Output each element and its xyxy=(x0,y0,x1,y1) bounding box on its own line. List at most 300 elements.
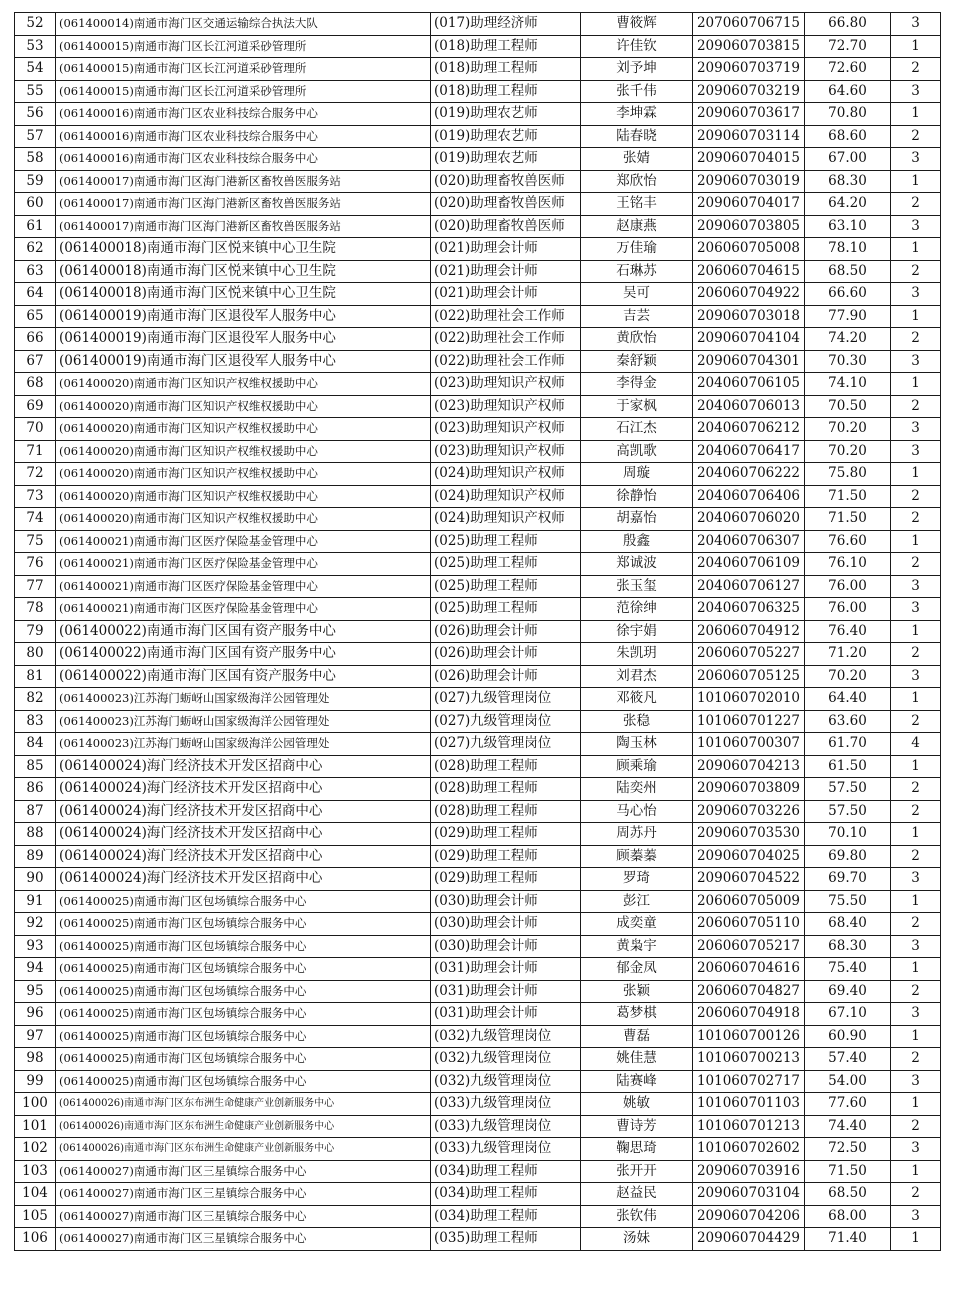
written-score-cell: 76.40 xyxy=(805,620,891,643)
candidate-name-cell: 顾乘瑜 xyxy=(581,755,693,778)
rank-cell: 1 xyxy=(891,463,941,486)
written-score-cell: 68.50 xyxy=(805,260,891,283)
admission-ticket-number-cell: 209060704213 xyxy=(693,755,805,778)
table-row xyxy=(15,620,941,643)
employer-unit-cell: (061400018)南通市海门区悦来镇中心卫生院 xyxy=(56,238,431,261)
employer-unit-cell: (061400018)南通市海门区悦来镇中心卫生院 xyxy=(56,260,431,283)
admission-ticket-number-cell: 101060701213 xyxy=(693,1115,805,1138)
candidate-name-cell: 曹磊 xyxy=(581,1025,693,1048)
row-number-cell: 66 xyxy=(15,328,56,351)
table-row xyxy=(15,350,941,373)
rank-cell: 3 xyxy=(891,283,941,306)
employer-unit-cell: (061400026)南通市海门区东布洲生命健康产业创新服务中心 xyxy=(56,1093,431,1116)
candidate-name-cell: 石江杰 xyxy=(581,418,693,441)
rank-cell: 1 xyxy=(891,170,941,193)
position-cell: (025)助理工程师 xyxy=(431,530,581,553)
position-cell: (033)九级管理岗位 xyxy=(431,1138,581,1161)
candidate-name-cell: 顾蓁蓁 xyxy=(581,845,693,868)
admission-ticket-number-cell: 209060704522 xyxy=(693,868,805,891)
employer-unit-cell: (061400015)南通市海门区长江河道采砂管理所 xyxy=(56,58,431,81)
row-number-cell: 57 xyxy=(15,125,56,148)
table-row xyxy=(15,845,941,868)
candidate-name-cell: 徐静怡 xyxy=(581,485,693,508)
admission-ticket-number-cell: 206060705110 xyxy=(693,913,805,936)
employer-unit-cell: (061400020)南通市海门区知识产权维权援助中心 xyxy=(56,463,431,486)
rank-cell: 2 xyxy=(891,643,941,666)
employer-unit-cell: (061400025)南通市海门区包场镇综合服务中心 xyxy=(56,958,431,981)
rank-cell: 2 xyxy=(891,710,941,733)
written-score-cell: 66.80 xyxy=(805,13,891,36)
written-score-cell: 71.50 xyxy=(805,1160,891,1183)
admission-ticket-number-cell: 204060706307 xyxy=(693,530,805,553)
table-row xyxy=(15,1205,941,1228)
position-cell: (029)助理工程师 xyxy=(431,823,581,846)
candidate-name-cell: 陆赛峰 xyxy=(581,1070,693,1093)
employer-unit-cell: (061400024)海门经济技术开发区招商中心 xyxy=(56,755,431,778)
position-cell: (026)助理会计师 xyxy=(431,665,581,688)
written-score-cell: 71.50 xyxy=(805,485,891,508)
admission-ticket-number-cell: 209060704206 xyxy=(693,1205,805,1228)
table-row xyxy=(15,80,941,103)
row-number-cell: 80 xyxy=(15,643,56,666)
written-score-cell: 54.00 xyxy=(805,1070,891,1093)
rank-cell: 3 xyxy=(891,1003,941,1026)
row-number-cell: 63 xyxy=(15,260,56,283)
table-row xyxy=(15,575,941,598)
position-cell: (019)助理农艺师 xyxy=(431,103,581,126)
candidate-name-cell: 葛梦棋 xyxy=(581,1003,693,1026)
employer-unit-cell: (061400027)南通市海门区三星镇综合服务中心 xyxy=(56,1160,431,1183)
table-row xyxy=(15,1048,941,1071)
row-number-cell: 58 xyxy=(15,148,56,171)
position-cell: (027)九级管理岗位 xyxy=(431,710,581,733)
candidate-name-cell: 于家枫 xyxy=(581,395,693,418)
candidate-name-cell: 罗琦 xyxy=(581,868,693,891)
written-score-cell: 70.50 xyxy=(805,395,891,418)
admission-ticket-number-cell: 101060700126 xyxy=(693,1025,805,1048)
employer-unit-cell: (061400025)南通市海门区包场镇综合服务中心 xyxy=(56,913,431,936)
row-number-cell: 72 xyxy=(15,463,56,486)
admission-ticket-number-cell: 209060703815 xyxy=(693,35,805,58)
candidate-name-cell: 张千伟 xyxy=(581,80,693,103)
candidate-name-cell: 曹诗芳 xyxy=(581,1115,693,1138)
admission-ticket-number-cell: 101060702717 xyxy=(693,1070,805,1093)
row-number-cell: 98 xyxy=(15,1048,56,1071)
row-number-cell: 77 xyxy=(15,575,56,598)
written-score-cell: 76.00 xyxy=(805,598,891,621)
row-number-cell: 70 xyxy=(15,418,56,441)
table-row xyxy=(15,305,941,328)
candidate-name-cell: 姚佳慧 xyxy=(581,1048,693,1071)
table-row xyxy=(15,328,941,351)
rank-cell: 1 xyxy=(891,688,941,711)
employer-unit-cell: (061400014)南通市海门区交通运输综合执法大队 xyxy=(56,13,431,36)
employer-unit-cell: (061400025)南通市海门区包场镇综合服务中心 xyxy=(56,890,431,913)
candidate-name-cell: 邓筱凡 xyxy=(581,688,693,711)
rank-cell: 3 xyxy=(891,1070,941,1093)
written-score-cell: 68.30 xyxy=(805,935,891,958)
candidate-name-cell: 张开开 xyxy=(581,1160,693,1183)
employer-unit-cell: (061400015)南通市海门区长江河道采砂管理所 xyxy=(56,80,431,103)
rank-cell: 2 xyxy=(891,395,941,418)
employer-unit-cell: (061400021)南通市海门区医疗保险基金管理中心 xyxy=(56,598,431,621)
candidate-name-cell: 汤妹 xyxy=(581,1228,693,1251)
written-score-cell: 70.80 xyxy=(805,103,891,126)
position-cell: (030)助理会计师 xyxy=(431,935,581,958)
row-number-cell: 67 xyxy=(15,350,56,373)
row-number-cell: 75 xyxy=(15,530,56,553)
table-row xyxy=(15,688,941,711)
candidate-name-cell: 李得金 xyxy=(581,373,693,396)
table-row xyxy=(15,980,941,1003)
written-score-cell: 60.90 xyxy=(805,1025,891,1048)
written-score-cell: 75.80 xyxy=(805,463,891,486)
table-row xyxy=(15,215,941,238)
employer-unit-cell: (061400021)南通市海门区医疗保险基金管理中心 xyxy=(56,575,431,598)
rank-cell: 3 xyxy=(891,80,941,103)
rank-cell: 3 xyxy=(891,665,941,688)
written-score-cell: 78.10 xyxy=(805,238,891,261)
rank-cell: 2 xyxy=(891,913,941,936)
position-cell: (029)助理工程师 xyxy=(431,845,581,868)
rank-cell: 2 xyxy=(891,1183,941,1206)
table-row xyxy=(15,418,941,441)
admission-ticket-number-cell: 206060705009 xyxy=(693,890,805,913)
admission-ticket-number-cell: 209060704104 xyxy=(693,328,805,351)
candidate-name-cell: 成奕童 xyxy=(581,913,693,936)
position-cell: (023)助理知识产权师 xyxy=(431,440,581,463)
rank-cell: 1 xyxy=(891,1160,941,1183)
employer-unit-cell: (061400027)南通市海门区三星镇综合服务中心 xyxy=(56,1228,431,1251)
written-score-cell: 63.60 xyxy=(805,710,891,733)
admission-ticket-number-cell: 209060703019 xyxy=(693,170,805,193)
employer-unit-cell: (061400020)南通市海门区知识产权维权援助中心 xyxy=(56,395,431,418)
table-row xyxy=(15,778,941,801)
written-score-cell: 70.20 xyxy=(805,418,891,441)
employer-unit-cell: (061400017)南通市海门区海门港新区畜牧兽医服务站 xyxy=(56,170,431,193)
written-score-cell: 77.90 xyxy=(805,305,891,328)
rank-cell: 3 xyxy=(891,598,941,621)
rank-cell: 3 xyxy=(891,148,941,171)
table-row xyxy=(15,868,941,891)
row-number-cell: 96 xyxy=(15,1003,56,1026)
admission-ticket-number-cell: 209060703530 xyxy=(693,823,805,846)
rank-cell: 2 xyxy=(891,485,941,508)
position-cell: (020)助理畜牧兽医师 xyxy=(431,215,581,238)
position-cell: (028)助理工程师 xyxy=(431,755,581,778)
position-cell: (022)助理社会工作师 xyxy=(431,305,581,328)
position-cell: (031)助理会计师 xyxy=(431,1003,581,1026)
position-cell: (032)九级管理岗位 xyxy=(431,1070,581,1093)
candidate-name-cell: 秦舒颖 xyxy=(581,350,693,373)
row-number-cell: 54 xyxy=(15,58,56,81)
employer-unit-cell: (061400020)南通市海门区知识产权维权援助中心 xyxy=(56,508,431,531)
rank-cell: 1 xyxy=(891,103,941,126)
row-number-cell: 61 xyxy=(15,215,56,238)
written-score-cell: 67.00 xyxy=(805,148,891,171)
admission-ticket-number-cell: 206060705227 xyxy=(693,643,805,666)
rank-cell: 3 xyxy=(891,935,941,958)
rank-cell: 2 xyxy=(891,845,941,868)
written-score-cell: 71.20 xyxy=(805,643,891,666)
position-cell: (020)助理畜牧兽医师 xyxy=(431,193,581,216)
candidate-name-cell: 周璇 xyxy=(581,463,693,486)
employer-unit-cell: (061400016)南通市海门区农业科技综合服务中心 xyxy=(56,125,431,148)
rank-cell: 3 xyxy=(891,350,941,373)
position-cell: (020)助理畜牧兽医师 xyxy=(431,170,581,193)
employer-unit-cell: (061400020)南通市海门区知识产权维权援助中心 xyxy=(56,373,431,396)
rank-cell: 2 xyxy=(891,193,941,216)
rank-cell: 1 xyxy=(891,958,941,981)
employer-unit-cell: (061400025)南通市海门区包场镇综合服务中心 xyxy=(56,980,431,1003)
admission-ticket-number-cell: 209060703104 xyxy=(693,1183,805,1206)
employer-unit-cell: (061400019)南通市海门区退役军人服务中心 xyxy=(56,350,431,373)
admission-ticket-number-cell: 204060706109 xyxy=(693,553,805,576)
admission-ticket-number-cell: 209060703617 xyxy=(693,103,805,126)
row-number-cell: 69 xyxy=(15,395,56,418)
rank-cell: 2 xyxy=(891,778,941,801)
rank-cell: 4 xyxy=(891,733,941,756)
admission-ticket-number-cell: 209060703219 xyxy=(693,80,805,103)
table-row xyxy=(15,485,941,508)
written-score-cell: 70.20 xyxy=(805,440,891,463)
position-cell: (034)助理工程师 xyxy=(431,1205,581,1228)
position-cell: (021)助理会计师 xyxy=(431,260,581,283)
rank-cell: 1 xyxy=(891,755,941,778)
row-number-cell: 78 xyxy=(15,598,56,621)
position-cell: (027)九级管理岗位 xyxy=(431,688,581,711)
table-row xyxy=(15,170,941,193)
admission-ticket-number-cell: 209060703226 xyxy=(693,800,805,823)
position-cell: (026)助理会计师 xyxy=(431,643,581,666)
employer-unit-cell: (061400020)南通市海门区知识产权维权援助中心 xyxy=(56,440,431,463)
employer-unit-cell: (061400026)南通市海门区东布洲生命健康产业创新服务中心 xyxy=(56,1115,431,1138)
employer-unit-cell: (061400017)南通市海门区海门港新区畜牧兽医服务站 xyxy=(56,193,431,216)
position-cell: (025)助理工程师 xyxy=(431,575,581,598)
position-cell: (025)助理工程师 xyxy=(431,598,581,621)
row-number-cell: 56 xyxy=(15,103,56,126)
written-score-cell: 74.40 xyxy=(805,1115,891,1138)
row-number-cell: 97 xyxy=(15,1025,56,1048)
candidate-name-cell: 张玉玺 xyxy=(581,575,693,598)
table-row xyxy=(15,103,941,126)
admission-ticket-number-cell: 204060706020 xyxy=(693,508,805,531)
table-row xyxy=(15,1183,941,1206)
admission-ticket-number-cell: 101060700213 xyxy=(693,1048,805,1071)
employer-unit-cell: (061400022)南通市海门区国有资产服务中心 xyxy=(56,665,431,688)
table-row xyxy=(15,1070,941,1093)
candidate-name-cell: 张钦伟 xyxy=(581,1205,693,1228)
employer-unit-cell: (061400027)南通市海门区三星镇综合服务中心 xyxy=(56,1183,431,1206)
candidate-name-cell: 黄欣怡 xyxy=(581,328,693,351)
row-number-cell: 64 xyxy=(15,283,56,306)
admission-ticket-number-cell: 204060706013 xyxy=(693,395,805,418)
table-row xyxy=(15,823,941,846)
admission-ticket-number-cell: 209060703809 xyxy=(693,778,805,801)
candidate-name-cell: 王铭丰 xyxy=(581,193,693,216)
table-row xyxy=(15,1093,941,1116)
employer-unit-cell: (061400024)海门经济技术开发区招商中心 xyxy=(56,778,431,801)
rank-cell: 2 xyxy=(891,260,941,283)
rank-cell: 2 xyxy=(891,800,941,823)
row-number-cell: 71 xyxy=(15,440,56,463)
row-number-cell: 91 xyxy=(15,890,56,913)
candidate-name-cell: 郑欣怡 xyxy=(581,170,693,193)
row-number-cell: 60 xyxy=(15,193,56,216)
employer-unit-cell: (061400020)南通市海门区知识产权维权援助中心 xyxy=(56,418,431,441)
written-score-cell: 68.00 xyxy=(805,1205,891,1228)
admission-ticket-number-cell: 209060703719 xyxy=(693,58,805,81)
row-number-cell: 89 xyxy=(15,845,56,868)
row-number-cell: 76 xyxy=(15,553,56,576)
written-score-cell: 70.30 xyxy=(805,350,891,373)
admission-ticket-number-cell: 204060706127 xyxy=(693,575,805,598)
rank-cell: 3 xyxy=(891,1205,941,1228)
written-score-cell: 57.50 xyxy=(805,800,891,823)
written-score-cell: 66.60 xyxy=(805,283,891,306)
position-cell: (017)助理经济师 xyxy=(431,13,581,36)
row-number-cell: 95 xyxy=(15,980,56,1003)
written-score-cell: 76.00 xyxy=(805,575,891,598)
rank-cell: 2 xyxy=(891,125,941,148)
row-number-cell: 81 xyxy=(15,665,56,688)
position-cell: (021)助理会计师 xyxy=(431,238,581,261)
written-score-cell: 69.70 xyxy=(805,868,891,891)
position-cell: (018)助理工程师 xyxy=(431,35,581,58)
written-score-cell: 63.10 xyxy=(805,215,891,238)
written-score-cell: 67.10 xyxy=(805,1003,891,1026)
rank-cell: 3 xyxy=(891,868,941,891)
admission-ticket-number-cell: 207060706715 xyxy=(693,13,805,36)
written-score-cell: 76.60 xyxy=(805,530,891,553)
row-number-cell: 73 xyxy=(15,485,56,508)
employer-unit-cell: (061400026)南通市海门区东布洲生命健康产业创新服务中心 xyxy=(56,1138,431,1161)
admission-ticket-number-cell: 204060706325 xyxy=(693,598,805,621)
candidate-name-cell: 郑诚波 xyxy=(581,553,693,576)
rank-cell: 1 xyxy=(891,890,941,913)
admission-ticket-number-cell: 204060706406 xyxy=(693,485,805,508)
written-score-cell: 57.40 xyxy=(805,1048,891,1071)
candidate-name-cell: 刘君杰 xyxy=(581,665,693,688)
position-cell: (019)助理农艺师 xyxy=(431,148,581,171)
rank-cell: 2 xyxy=(891,508,941,531)
position-cell: (033)九级管理岗位 xyxy=(431,1093,581,1116)
candidate-name-cell: 万佳瑜 xyxy=(581,238,693,261)
table-row xyxy=(15,395,941,418)
employer-unit-cell: (061400027)南通市海门区三星镇综合服务中心 xyxy=(56,1205,431,1228)
employer-unit-cell: (061400024)海门经济技术开发区招商中心 xyxy=(56,868,431,891)
table-row xyxy=(15,508,941,531)
candidate-name-cell: 吉芸 xyxy=(581,305,693,328)
rank-cell: 1 xyxy=(891,620,941,643)
row-number-cell: 88 xyxy=(15,823,56,846)
written-score-cell: 72.60 xyxy=(805,58,891,81)
candidate-name-cell: 马心怡 xyxy=(581,800,693,823)
written-score-cell: 68.60 xyxy=(805,125,891,148)
table-row xyxy=(15,935,941,958)
written-score-cell: 61.50 xyxy=(805,755,891,778)
row-number-cell: 103 xyxy=(15,1160,56,1183)
employer-unit-cell: (061400025)南通市海门区包场镇综合服务中心 xyxy=(56,1070,431,1093)
candidate-name-cell: 黄枭宇 xyxy=(581,935,693,958)
employer-unit-cell: (061400019)南通市海门区退役军人服务中心 xyxy=(56,305,431,328)
row-number-cell: 86 xyxy=(15,778,56,801)
rank-cell: 1 xyxy=(891,1228,941,1251)
row-number-cell: 74 xyxy=(15,508,56,531)
admission-ticket-number-cell: 101060702602 xyxy=(693,1138,805,1161)
written-score-cell: 64.40 xyxy=(805,688,891,711)
row-number-cell: 87 xyxy=(15,800,56,823)
admission-ticket-number-cell: 206060704827 xyxy=(693,980,805,1003)
table-row xyxy=(15,530,941,553)
candidate-name-cell: 彭江 xyxy=(581,890,693,913)
candidate-name-cell: 李坤霖 xyxy=(581,103,693,126)
table-row xyxy=(15,13,941,36)
row-number-cell: 62 xyxy=(15,238,56,261)
results-sheet xyxy=(14,12,940,1251)
employer-unit-cell: (061400024)海门经济技术开发区招商中心 xyxy=(56,800,431,823)
table-row xyxy=(15,553,941,576)
position-cell: (035)助理工程师 xyxy=(431,1228,581,1251)
position-cell: (024)助理知识产权师 xyxy=(431,463,581,486)
rank-cell: 3 xyxy=(891,13,941,36)
position-cell: (023)助理知识产权师 xyxy=(431,418,581,441)
rank-cell: 2 xyxy=(891,58,941,81)
candidate-name-cell: 陶玉林 xyxy=(581,733,693,756)
table-row xyxy=(15,1138,941,1161)
written-score-cell: 69.80 xyxy=(805,845,891,868)
row-number-cell: 105 xyxy=(15,1205,56,1228)
candidate-name-cell: 陆奕州 xyxy=(581,778,693,801)
candidate-name-cell: 曹筱辉 xyxy=(581,13,693,36)
employer-unit-cell: (061400023)江苏海门蛎岈山国家级海洋公园管理处 xyxy=(56,688,431,711)
position-cell: (028)助理工程师 xyxy=(431,800,581,823)
written-score-cell: 74.10 xyxy=(805,373,891,396)
position-cell: (034)助理工程师 xyxy=(431,1160,581,1183)
candidate-name-cell: 张稳 xyxy=(581,710,693,733)
results-table xyxy=(14,12,941,1251)
employer-unit-cell: (061400018)南通市海门区悦来镇中心卫生院 xyxy=(56,283,431,306)
employer-unit-cell: (061400021)南通市海门区医疗保险基金管理中心 xyxy=(56,530,431,553)
written-score-cell: 61.70 xyxy=(805,733,891,756)
position-cell: (023)助理知识产权师 xyxy=(431,395,581,418)
row-number-cell: 104 xyxy=(15,1183,56,1206)
position-cell: (029)助理工程师 xyxy=(431,868,581,891)
table-row xyxy=(15,193,941,216)
rank-cell: 2 xyxy=(891,1115,941,1138)
admission-ticket-number-cell: 206060704616 xyxy=(693,958,805,981)
row-number-cell: 101 xyxy=(15,1115,56,1138)
table-row xyxy=(15,148,941,171)
admission-ticket-number-cell: 101060700307 xyxy=(693,733,805,756)
candidate-name-cell: 赵康燕 xyxy=(581,215,693,238)
position-cell: (023)助理知识产权师 xyxy=(431,373,581,396)
rank-cell: 3 xyxy=(891,418,941,441)
employer-unit-cell: (061400016)南通市海门区农业科技综合服务中心 xyxy=(56,103,431,126)
position-cell: (024)助理知识产权师 xyxy=(431,485,581,508)
admission-ticket-number-cell: 204060706417 xyxy=(693,440,805,463)
position-cell: (033)九级管理岗位 xyxy=(431,1115,581,1138)
written-score-cell: 72.70 xyxy=(805,35,891,58)
candidate-name-cell: 范徐绅 xyxy=(581,598,693,621)
admission-ticket-number-cell: 206060704615 xyxy=(693,260,805,283)
position-cell: (022)助理社会工作师 xyxy=(431,350,581,373)
row-number-cell: 102 xyxy=(15,1138,56,1161)
table-row xyxy=(15,598,941,621)
employer-unit-cell: (061400025)南通市海门区包场镇综合服务中心 xyxy=(56,935,431,958)
admission-ticket-number-cell: 206060705125 xyxy=(693,665,805,688)
table-row xyxy=(15,260,941,283)
